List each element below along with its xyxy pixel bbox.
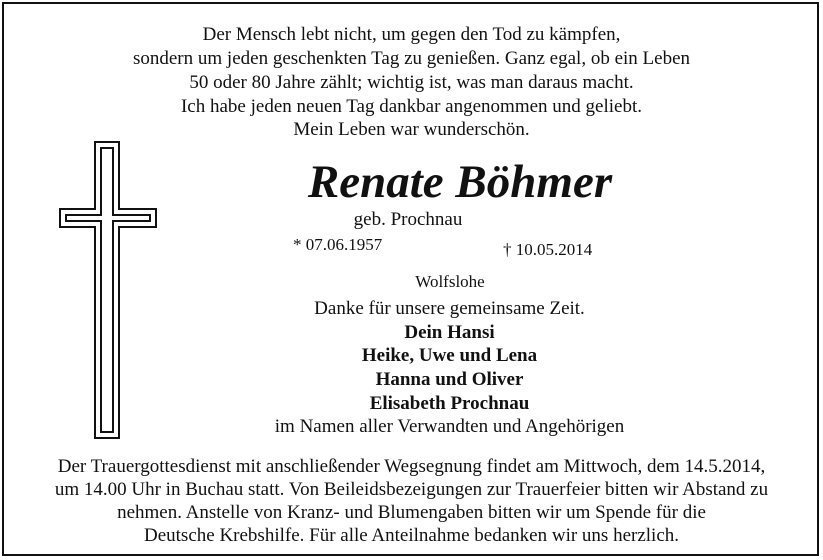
mourner-4: Elisabeth Prochnau [369,393,530,414]
birth-name: geb. Prochnau [353,209,463,230]
quote-line-5: Mein Leben war wunderschön. [293,119,530,140]
death-date: † 10.05.2014 [503,240,593,259]
service-line-2: um 14.00 Uhr in Buchau statt. Von Beileidsbezeigungen zur Trauerfeier bitten wir Abstand zu [54,479,769,500]
quote-line-2: sondern um jeden geschenkten Tag zu genießen. Ganz egal, ob ein Leben [132,48,691,69]
quote-line-4: Ich habe jeden neuen Tag dankbar angenommen und geliebt. [180,96,642,117]
closing-line: im Namen aller Verwandten und Angehörigen [274,416,625,437]
service-line-3: nehmen. Anstelle von Kranz- und Blumengaben bitten wir um Spende für die [117,502,706,523]
place: Wolfslohe [415,272,485,291]
quote-line-1: Der Mensch lebt nicht, um gegen den Tod zu kämpfen, [202,24,621,45]
mourner-1: Dein Hansi [404,322,495,343]
mourner-2: Heike, Uwe und Lena [361,345,538,366]
mourner-3: Hanna und Oliver [375,369,524,390]
service-line-4: Deutsche Krebshilfe. Für alle Anteilnahme bedanken wir uns herzlich. [144,525,679,546]
quote-line-3: 50 oder 80 Jahre zählt; wichtig ist, was man daraus macht. [189,72,634,93]
thanks-line: Danke für unsere gemeinsame Zeit. [314,298,585,319]
deceased-name: Renate Böhmer [307,156,613,208]
birth-date: * 07.06.1957 [293,235,383,254]
service-line-1: Der Trauergottesdienst mit anschließender Wegsegnung findet am Mittwoch, dem 14.5.2014, [57,456,766,477]
